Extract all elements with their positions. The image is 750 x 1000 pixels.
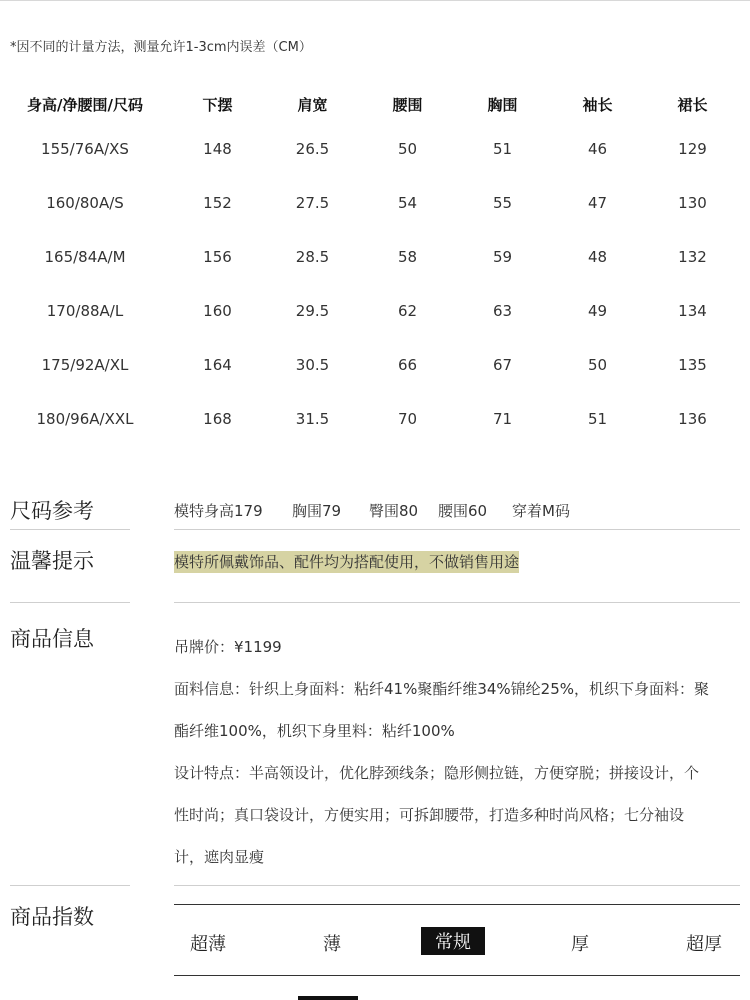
index-top-border <box>174 904 740 905</box>
header-skirt-length: 裙长 <box>677 95 708 114</box>
header-shoulder: 肩宽 <box>297 95 328 114</box>
table-row <box>0 122 740 176</box>
table-cell: 130 <box>678 194 707 212</box>
table-row <box>0 284 740 338</box>
ref-chest: 胸围79 <box>292 502 342 520</box>
header-chest: 胸围 <box>487 95 518 114</box>
table-cell: 26.5 <box>295 140 330 158</box>
header-waist: 腰围 <box>392 95 423 114</box>
size-reference-title: 尺码参考 <box>10 499 94 523</box>
table-row <box>0 392 740 446</box>
table-cell: 70 <box>397 410 418 428</box>
table-row <box>0 230 740 284</box>
table-cell: 51 <box>587 410 608 428</box>
product-info-title: 商品信息 <box>10 627 94 651</box>
index-option-ultra-thin: 超薄 <box>190 934 226 955</box>
divider <box>10 885 130 886</box>
table-cell: 49 <box>587 302 608 320</box>
table-cell: 54 <box>397 194 418 212</box>
info-design-line-1: 设计特点：半高领设计，优化脖颈线条；隐形侧拉链，方便穿脱；拼接设计，个 <box>174 764 700 782</box>
tips-text: 模特所佩戴饰品、配件均为搭配使用，不做销售用途 <box>174 553 520 571</box>
tips-title: 温馨提示 <box>10 549 94 573</box>
header-hem: 下摆 <box>202 95 233 114</box>
info-fabric-line-1: 面料信息：针织上身面料：粘纤41%聚酯纤维34%锦纶25%，机织下身面料：聚 <box>174 680 710 698</box>
table-cell: 63 <box>492 302 513 320</box>
table-cell: 50 <box>397 140 418 158</box>
table-cell: 156 <box>203 248 232 266</box>
ref-hip: 臀围80 <box>369 502 419 520</box>
divider <box>174 885 740 886</box>
table-cell: 27.5 <box>295 194 330 212</box>
table-cell: 132 <box>678 248 707 266</box>
table-cell: 67 <box>492 356 513 374</box>
top-divider <box>0 0 750 1</box>
divider <box>174 602 740 603</box>
table-cell: 135 <box>678 356 707 374</box>
table-cell: 165/84A/M <box>44 248 126 266</box>
table-cell: 29.5 <box>295 302 330 320</box>
table-cell: 160/80A/S <box>46 194 124 212</box>
table-cell: 168 <box>203 410 232 428</box>
ref-waist: 腰围60 <box>438 502 488 520</box>
table-cell: 66 <box>397 356 418 374</box>
divider <box>10 602 130 603</box>
index-bottom-border <box>174 975 740 976</box>
index-option-ultra-thick: 超厚 <box>686 934 722 955</box>
ref-wearing-size: 穿着M码 <box>512 502 570 520</box>
table-cell: 152 <box>203 194 232 212</box>
table-cell: 28.5 <box>295 248 330 266</box>
table-row <box>0 176 740 230</box>
index-option-regular-selected: 常规 <box>421 927 485 955</box>
info-fabric-line-2: 酯纤维100%，机织下身里料：粘纤100% <box>174 722 455 740</box>
table-cell: 180/96A/XXL <box>36 410 134 428</box>
table-cell: 129 <box>678 140 707 158</box>
size-table-header-row <box>0 86 740 122</box>
table-cell: 164 <box>203 356 232 374</box>
index-option-thick: 厚 <box>571 934 589 955</box>
info-tag-price: 吊牌价：¥1199 <box>174 638 282 656</box>
table-cell: 62 <box>397 302 418 320</box>
header-sleeve: 袖长 <box>582 95 613 114</box>
index-option-thin: 薄 <box>323 934 341 955</box>
table-cell: 30.5 <box>295 356 330 374</box>
table-cell: 71 <box>492 410 513 428</box>
table-cell: 136 <box>678 410 707 428</box>
table-cell: 47 <box>587 194 608 212</box>
table-cell: 58 <box>397 248 418 266</box>
table-cell: 155/76A/XS <box>41 140 129 158</box>
table-cell: 50 <box>587 356 608 374</box>
table-cell: 160 <box>203 302 232 320</box>
table-cell: 51 <box>492 140 513 158</box>
table-row <box>0 338 740 392</box>
table-cell: 134 <box>678 302 707 320</box>
info-design-line-3: 计，遮肉显瘦 <box>174 848 265 866</box>
ref-model-height: 模特身高179 <box>174 502 263 520</box>
header-size: 身高/净腰围/尺码 <box>27 95 143 114</box>
measurement-note: *因不同的计量方法，测量允许1-3cm内误差（CM） <box>10 40 312 55</box>
table-cell: 170/88A/L <box>46 302 124 320</box>
table-cell: 48 <box>587 248 608 266</box>
size-table <box>0 86 740 446</box>
product-index-title: 商品指数 <box>10 905 94 929</box>
info-design-line-2: 性时尚；真口袋设计，方便实用；可拆卸腰带，打造多种时尚风格；七分袖设 <box>174 806 685 824</box>
table-cell: 59 <box>492 248 513 266</box>
divider <box>10 529 130 530</box>
table-cell: 46 <box>587 140 608 158</box>
divider <box>174 529 740 530</box>
table-cell: 148 <box>203 140 232 158</box>
table-cell: 31.5 <box>295 410 330 428</box>
table-cell: 175/92A/XL <box>41 356 129 374</box>
table-cell: 55 <box>492 194 513 212</box>
next-index-marker <box>298 996 358 1000</box>
